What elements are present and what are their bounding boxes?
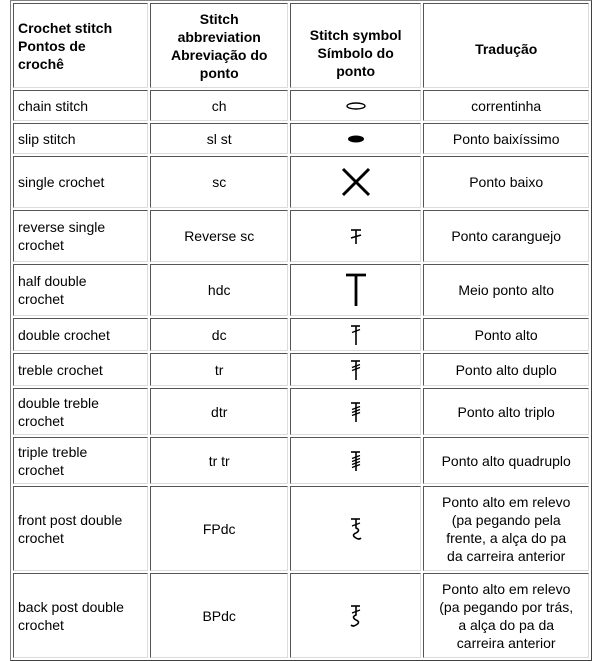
stitch-abbreviation: FPdc — [150, 486, 287, 571]
table-row — [13, 573, 589, 658]
translation-line: frente, a alça do pa — [446, 529, 567, 546]
stitch-symbol — [290, 318, 421, 351]
stitch-abbreviation: ch — [150, 90, 287, 121]
stitch-name-line: back post double — [18, 598, 124, 615]
translation-line: Ponto alto — [474, 326, 538, 343]
stitch-name — [13, 318, 148, 351]
stitch-name — [13, 264, 148, 316]
stitch-translation — [423, 318, 589, 351]
fpdc-icon — [346, 516, 366, 542]
table-row — [13, 486, 589, 571]
stitch-abbreviation: sc — [150, 156, 287, 208]
stitch-table — [10, 0, 592, 661]
single-crochet-icon — [340, 166, 372, 198]
table-row — [13, 90, 589, 121]
stitch-name-line: slip stitch — [18, 130, 76, 147]
stitch-name — [13, 437, 148, 484]
header-crochet-stitch: Crochet stitch Pontos de crochê — [13, 3, 148, 88]
stitch-abbreviation: dtr — [150, 388, 287, 435]
stitch-table-container — [10, 0, 592, 651]
stitch-name-line: triple treble — [18, 443, 88, 460]
stitch-name — [13, 388, 148, 435]
stitch-name-line: crochet — [18, 237, 64, 253]
table-row — [13, 437, 589, 484]
translation-line: da carreira anterior — [447, 547, 566, 564]
stitch-name-line: crochet — [18, 291, 64, 307]
stitch-translation — [423, 264, 589, 316]
stitch-name — [13, 156, 148, 208]
trtr-icon — [346, 449, 366, 473]
translation-line: Ponto alto em relevo — [441, 493, 571, 510]
stitch-name-line: crochet — [18, 412, 64, 429]
reverse-sc-icon — [346, 225, 366, 247]
table-row — [13, 156, 589, 208]
stitch-translation — [423, 123, 589, 154]
table-row — [13, 353, 589, 386]
stitch-name — [13, 353, 148, 386]
translation-line: correntinha — [471, 97, 542, 114]
dtr-icon — [346, 400, 366, 424]
stitch-symbol — [290, 123, 421, 154]
table-row — [13, 318, 589, 351]
stitch-abbreviation: tr tr — [150, 437, 287, 484]
translation-line: (pa pegando por trás, — [439, 598, 574, 615]
bpdc-icon — [346, 603, 366, 629]
stitch-symbol — [290, 156, 421, 208]
stitch-symbol — [290, 573, 421, 658]
stitch-translation — [423, 437, 589, 484]
stitch-translation — [423, 388, 589, 435]
stitch-name-line: chain stitch — [18, 97, 89, 114]
stitch-symbol — [290, 486, 421, 571]
translation-line: Ponto alto triplo — [457, 403, 555, 420]
translation-line: Ponto alto duplo — [455, 361, 557, 378]
translation-line: (pa pegando pela — [451, 511, 561, 528]
stitch-translation — [423, 90, 589, 121]
header-symbol: Stitch symbol Símbolo do ponto — [290, 3, 421, 88]
translation-line: Ponto alto quadruplo — [441, 452, 571, 469]
stitch-translation — [423, 353, 589, 386]
stitch-abbreviation: sl st — [150, 123, 287, 154]
stitch-name — [13, 210, 148, 262]
stitch-translation — [423, 573, 589, 658]
stitch-name-line: crochet — [18, 529, 64, 546]
stitch-name-line: single crochet — [18, 174, 105, 190]
dc-icon — [346, 323, 366, 347]
stitch-name — [13, 90, 148, 121]
stitch-name-line: double treble — [18, 394, 99, 411]
header-translation: Tradução — [423, 3, 589, 88]
translation-line: Ponto caranguejo — [451, 228, 562, 244]
slip-stitch-icon — [344, 133, 368, 145]
stitch-symbol — [290, 437, 421, 484]
table-row — [13, 388, 589, 435]
stitch-rows — [13, 90, 589, 658]
stitch-abbreviation: Reverse sc — [150, 210, 287, 262]
translation-line: a alça do pa da — [458, 616, 555, 633]
stitch-symbol — [290, 210, 421, 262]
stitch-abbreviation: dc — [150, 318, 287, 351]
chain-icon — [344, 100, 368, 112]
stitch-name-line: double crochet — [18, 326, 110, 343]
stitch-name — [13, 486, 148, 571]
stitch-name — [13, 123, 148, 154]
stitch-translation — [423, 486, 589, 571]
stitch-symbol — [290, 388, 421, 435]
translation-line: carreira anterior — [456, 634, 556, 651]
stitch-name-line: reverse single — [18, 219, 106, 235]
header-row — [13, 3, 589, 88]
table-row — [13, 264, 589, 316]
table-row — [13, 123, 589, 154]
stitch-translation — [423, 210, 589, 262]
stitch-name-line: front post double — [18, 511, 123, 528]
stitch-abbreviation: BPdc — [150, 573, 287, 658]
stitch-name-line: half double — [18, 273, 87, 289]
stitch-name-line: crochet — [18, 616, 64, 633]
translation-line: Ponto baixíssimo — [452, 130, 560, 147]
translation-line: Meio ponto alto — [458, 282, 555, 298]
header-abbreviation: Stitch abbreviation Abreviação do ponto — [150, 3, 287, 88]
hdc-icon — [341, 272, 371, 308]
stitch-abbreviation: hdc — [150, 264, 287, 316]
table-row — [13, 210, 589, 262]
stitch-symbol — [290, 90, 421, 121]
translation-line: Ponto baixo — [469, 174, 544, 190]
stitch-name-line: treble crochet — [18, 361, 103, 378]
stitch-symbol — [290, 264, 421, 316]
stitch-symbol — [290, 353, 421, 386]
stitch-abbreviation: tr — [150, 353, 287, 386]
stitch-translation — [423, 156, 589, 208]
translation-line: Ponto alto em relevo — [441, 580, 571, 597]
stitch-name — [13, 573, 148, 658]
tr-icon — [346, 358, 366, 382]
stitch-name-line: crochet — [18, 461, 64, 478]
